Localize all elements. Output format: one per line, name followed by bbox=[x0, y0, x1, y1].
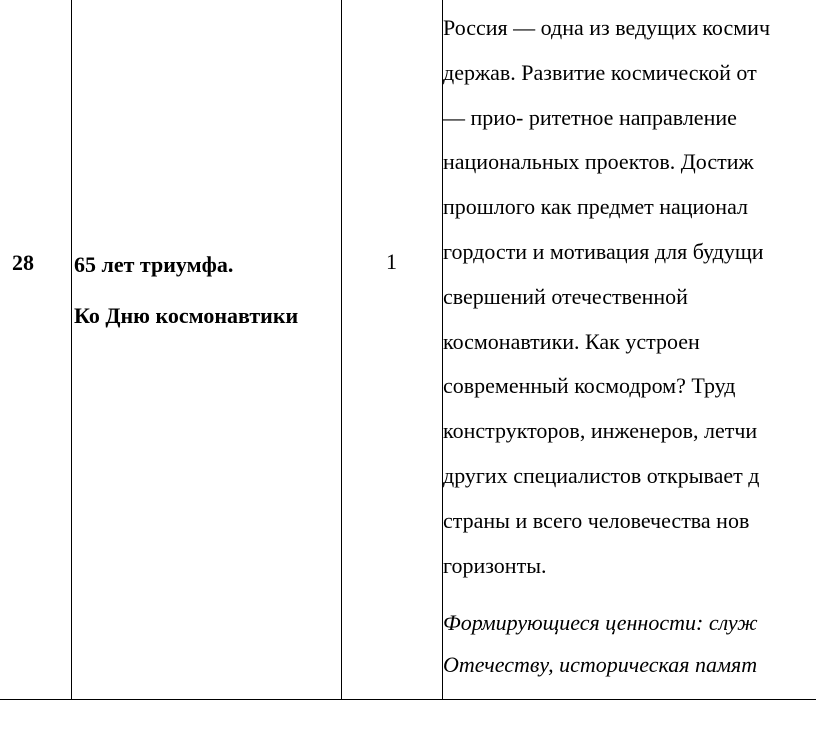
values-line: Отечеству, историческая памят bbox=[443, 652, 758, 678]
table-row-divider bbox=[0, 699, 816, 700]
lesson-description-cell bbox=[443, 6, 816, 686]
row-number: 28 bbox=[12, 250, 34, 275]
description-line: национальных проектов. Достиж bbox=[443, 149, 754, 175]
description-line: других специалистов открывает д bbox=[443, 462, 760, 488]
description-line: свершений отечественной bbox=[443, 283, 688, 309]
lesson-subtitle: Ко Дню космонавтики bbox=[74, 303, 299, 328]
description-line: держав. Развитие космической от bbox=[443, 59, 757, 85]
values-text bbox=[443, 602, 816, 686]
lesson-title-cell bbox=[74, 250, 336, 338]
table-column-divider bbox=[71, 0, 72, 700]
table-column-divider bbox=[341, 0, 342, 700]
lesson-hours: 1 bbox=[386, 249, 397, 274]
description-line: горизонты. bbox=[443, 552, 547, 578]
description-line: страны и всего человечества нов bbox=[443, 507, 750, 533]
description-line: современный космодром? Труд bbox=[443, 373, 736, 399]
values-line: Формирующиеся ценности: служ bbox=[443, 610, 758, 636]
description-line: гордости и мотивация для будущи bbox=[443, 238, 764, 264]
description-line: конструкторов, инженеров, летчи bbox=[443, 418, 758, 444]
lesson-title: 65 лет триумфа. bbox=[74, 252, 234, 277]
description-line: — прио- ритетное направление bbox=[443, 104, 737, 130]
description-line: Россия — одна из ведущих космич bbox=[443, 15, 771, 40]
description-line: космонавтики. Как устроен bbox=[443, 328, 700, 354]
description-line: прошлого как предмет национал bbox=[443, 194, 749, 220]
